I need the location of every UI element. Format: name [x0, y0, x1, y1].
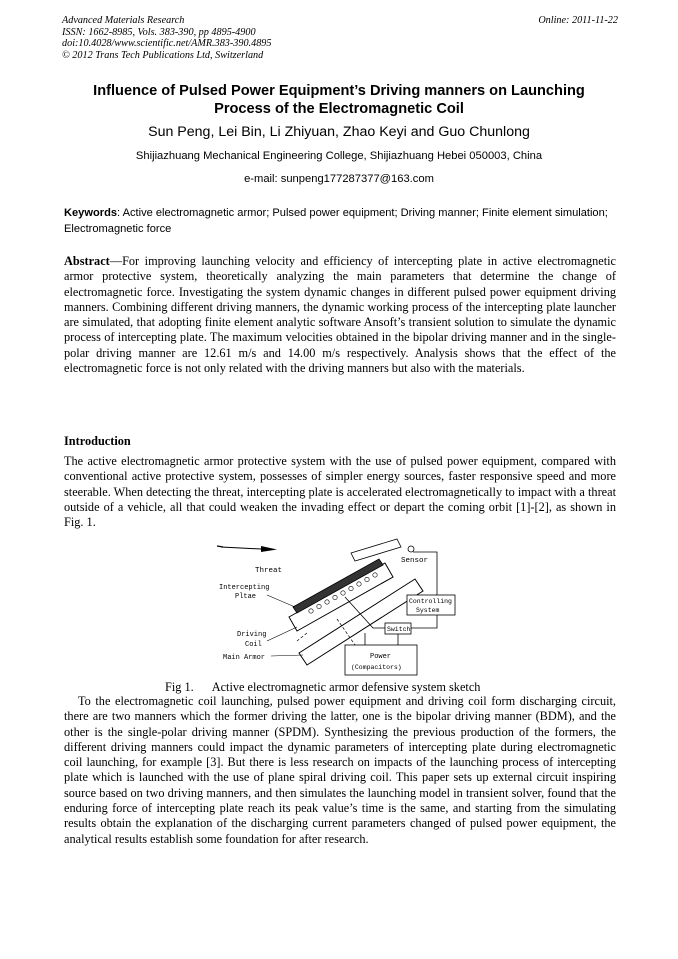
abstract [64, 254, 616, 376]
figure-1-sketch [215, 537, 465, 677]
authors: Sun Peng, Lei Bin, Li Zhiyuan, Zhao Keyi and Guo Chunlong [148, 124, 530, 140]
affiliation: Shijiazhuang Mechanical Engineering College, Shijiazhuang Hebei 050003, China [135, 150, 543, 162]
intercepting-leader [267, 595, 295, 607]
abstract-text: —For improving launching velocity and efficiency of intercepting plate in active electromagnetic armor protective system, theoretically analyzing the main parameters that determine the change of electromagnetic force. Investigating the system dynamic changes in different pulsed power equipment driving manners. Combining different driving manners, the dynamic working process of the intercepting plate launcher are simulated, that adopting finite element analytic software Ansoft’s transient solution to simulate the dynamic process of intercepting plate. The maximum velocities obtained in the bipolar driving manner and in the single-polar driving manner are 12.61 m/s and 14.00 m/s respectively. Analysis shows that the effect of the electromagnetic force is not only related with the driving manners but also with the materials. [64, 254, 616, 376]
keywords-label: Keywords [64, 207, 118, 219]
controlling-label-1: Controlling [409, 598, 452, 605]
keywords-text: : Active electromagnetic armor; Pulsed power equipment; Driving manner; Finite element simulation; Electromagnetic force [64, 207, 608, 235]
threat-label: Threat [255, 567, 283, 575]
intro-paragraph-1: The active electromagnetic armor protective system with the use of pulsed power equipment, compared with conventional active protective system, possesses of simpler energy sources, faster responsive speed and more steerable. When detecting the threat, intercepting plate is accelerated electromagnetically to impact with a threat outside of a vehicle, all that could weaken the invading effect or depart the coming orbit [1]-[2], as shown in Fig. 1. [64, 454, 616, 530]
switch-label: Switch [387, 626, 411, 633]
power-label-1: Power [370, 653, 392, 661]
driving-label-1: Driving [237, 631, 267, 639]
power-label-2: (Compacitors) [351, 664, 402, 671]
sensor-label: Sensor [401, 557, 429, 565]
figure-1-caption [165, 680, 480, 695]
email[interactable]: e-mail: sunpeng177287377@163.com [244, 173, 434, 185]
main-armor-label: Main Armor [223, 654, 266, 662]
section-heading-introduction: Introduction [64, 434, 131, 448]
title-line-1: Influence of Pulsed Power Equipment’s Driving manners on Launching [93, 83, 585, 99]
online-date: Online: 2011-11-22 [538, 15, 618, 26]
issn-line: ISSN: 1662-8985, Vols. 383-390, pp 4895-4900 [62, 26, 256, 38]
keywords [64, 206, 616, 237]
copyright-line: © 2012 Trans Tech Publications Ltd, Switzerland [62, 49, 264, 61]
intercepting-label-2: Pltae [235, 593, 257, 601]
intercepting-label-1: Intercepting [219, 584, 270, 592]
driving-coil-block [289, 563, 393, 631]
main-armor-leader [271, 655, 303, 656]
sensor [401, 546, 428, 565]
intro-paragraph-2: To the electromagnetic coil launching, pulsed power equipment and driving coil form discharging circuit, there are two manners which the former driving the latter, one is the bipolar driving manner (BDM), and the other is the single-polar driving manner (SPDM). Synthesizing the previous production of the formers, the different driving manners could impact the dynamic parameters of intercepting plate during electromagnetic coil launching, for example [3]. But there is less research on impacts of the launching process of intercepting plate which is launched with the use of plane spiral driving coil. This paper sets up external circuit inspiring source based on two driving manners, and then simulates the launching model in transient solver, found that the enduring force of intercepting plate reach its peak value’s time is the same, and starting from the simulating results obtain the explanation of the discharging current parameters changed of pulsed power equipment, the analytical results establish some foundation for after research. [64, 694, 616, 846]
upper-back-plate [351, 539, 401, 561]
title-line-2: Process of the Electromagnetic Coil [214, 101, 464, 117]
journal-header [62, 15, 618, 61]
paper-title [40, 82, 638, 118]
controlling-label-2: System [416, 607, 440, 614]
journal-name: Advanced Materials Research [62, 15, 185, 26]
caption-label: Fig 1. [165, 680, 194, 694]
doi-line[interactable]: doi:10.4028/www.scientific.net/AMR.383-390.4895 [62, 38, 272, 50]
threat-projectile [217, 546, 277, 552]
driving-label-2: Coil [245, 641, 262, 649]
caption-text: Active electromagnetic armor defensive system sketch [211, 680, 481, 694]
abstract-label: Abstract [64, 254, 110, 268]
driving-leader [267, 627, 297, 641]
